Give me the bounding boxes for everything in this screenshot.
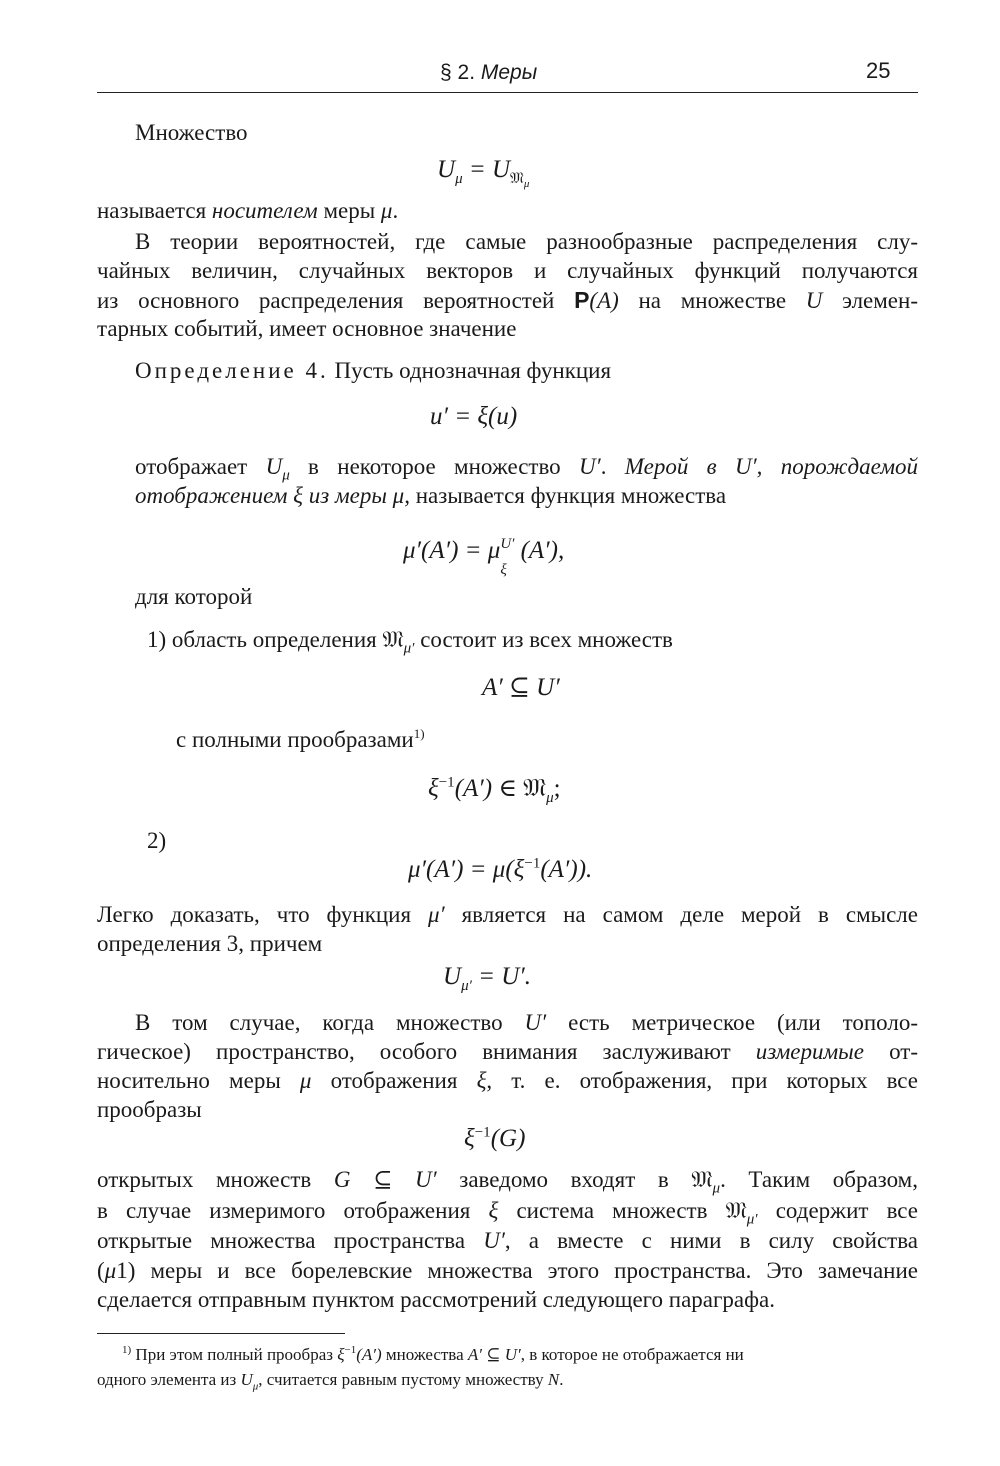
text-line: открытых множеств G ⊆ U′ заведомо входят в 𝔐$_\mu$. Таким образом, <box>97 1167 918 1197</box>
formula-preimage: $\xi^{-1}(A')$ ∈ 𝔐$_\mu$; <box>428 773 561 806</box>
formula-open-preimage: $\xi^{-1}(G)$ <box>464 1124 526 1152</box>
text-line: носительно меры μ отображения ξ, т. е. отображения, при которых все <box>97 1068 918 1093</box>
footnote-mark: 1) <box>122 1344 132 1356</box>
formula-support-image: $U_{\mu'} = U'$. <box>443 963 532 994</box>
text-line: для которой <box>135 584 253 609</box>
text-line: тарных событий, имеет основное значение <box>97 316 517 341</box>
text-line: отображением ξ из меры μ, называется функция множества <box>135 483 727 508</box>
text-line: (μ1) меры и все борелевские множества этого пространства. Это замечание <box>97 1258 918 1283</box>
text-line: отображает $U_\mu$ в некоторое множество U′. Мерой в U′, порождаемой <box>135 454 918 484</box>
text-line: с полными прообразами$^{1)}$ <box>176 726 425 752</box>
text-line: чайных величин, случайных векторов и случайных функций получаются <box>97 258 918 283</box>
text-line: определения 3, причем <box>97 931 323 956</box>
footnote-line: $^{1)}$ При этом полный прообраз $\xi^{-1}(A')$ множества A′ ⊆ U′, в которое не отображается ни <box>122 1344 744 1364</box>
text-line: сделается отправным пунктом рассмотрений следующего параграфа. <box>97 1287 776 1312</box>
section-title: Меры <box>480 61 538 84</box>
text-line: В теории вероятностей, где самые разнообразные распределения слу- <box>135 229 918 254</box>
footnote-line: одного элемента из $U_\mu$, считается равным пустому множеству N. <box>97 1370 564 1393</box>
list-item-1: 1) область определения 𝔐$_{\mu'}$ состоит из всех множеств <box>147 627 673 657</box>
text-line: называется носителем меры μ. <box>97 198 399 223</box>
formula-support: $U_\mu = U_{𝔐_\mu}$ <box>437 156 530 190</box>
formula-measure-def: $\mu'(A') = \mu(\xi^{-1}(A'))$. <box>408 855 593 883</box>
running-header <box>440 58 537 88</box>
text-line: в случае измеримого отображения ξ система множеств 𝔐$_{\mu'}$ содержит все <box>97 1198 918 1228</box>
section-number: § 2. <box>440 61 476 84</box>
definition-heading: Определение 4. Пусть однозначная функция <box>135 358 612 383</box>
list-item-2: 2) <box>147 828 167 853</box>
footnote-rule <box>97 1333 345 1334</box>
text-line: открытые множества пространства U′, а вместе с ними в силу свойства <box>97 1228 918 1253</box>
text-line: В том случае, когда множество U′ есть метрическое (или тополо- <box>135 1010 919 1035</box>
text-line: прообразы <box>97 1097 202 1122</box>
header-rule <box>97 92 918 93</box>
formula-image-measure: μ′(A′) = μ U′ ξ (A′), <box>403 536 565 578</box>
formula-mapping: u′ = ξ(u) <box>430 403 518 430</box>
formula-subset: A′ ⊆ U′ <box>482 674 560 701</box>
text-line: Множество <box>135 120 248 145</box>
text-line: из основного распределения вероятностей P(A) на множестве U элемен- <box>97 287 918 313</box>
page-number: 25 <box>866 58 891 83</box>
text-line: Легко доказать, что функция μ′ является на самом деле мерой в смысле <box>97 902 918 927</box>
text-line: гическое) пространство, особого внимания заслуживают измеримые от- <box>97 1039 918 1064</box>
footnote-ref: 1) <box>413 726 425 741</box>
